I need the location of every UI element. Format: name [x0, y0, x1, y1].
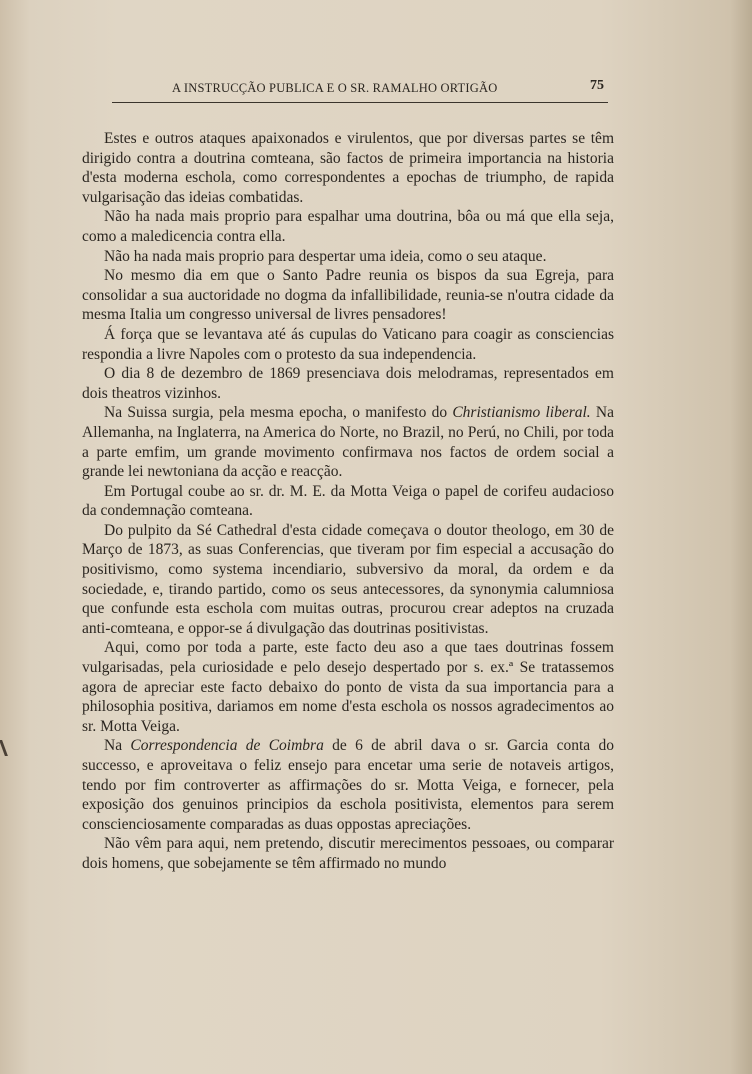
paragraph [82, 403, 614, 481]
italic-title: Correspondencia de Coimbra [130, 737, 324, 755]
paragraph: Não ha nada mais proprio para despertar uma ideia, como o seu ataque. [104, 247, 547, 265]
running-title: A INSTRUCÇÃO PUBLICA E O SR. RAMALHO ORTIGÃO [172, 81, 498, 95]
paragraph: Á força que se levantava até ás cupulas do Vaticano para coagir as consciencias respondia a livre Napoles com o protesto da sua independencia. [82, 325, 614, 363]
running-header [112, 78, 608, 103]
margin-mark [0, 740, 8, 756]
paragraph: Estes e outros ataques apaixonados e virulentos, que por diversas partes se têm dirigido contra a doutrina comteana, são factos de primeira importancia na historia d'esta moderna eschola, como correspondentes a epochas de triumpho, de rapida vulgarisação das ideias combatidas. [82, 130, 614, 206]
paragraph: Do pulpito da Sé Cathedral d'esta cidade começava o doutor theologo, em 30 de Março de 1873, as suas Conferencias, que tiveram por fim especial a accusação do positivismo, como systema incendiario, subversivo da moral, da ordem e da sociedade, e, tirando partido, como os seus antecessores, da synonymia calumniosa que confunde esta eschola com muitas outras, procurou crear adeptos na cruzada anti-comteana, e oppor-se á divulgação das doutrinas positivistas. [82, 521, 614, 637]
paragraph-text: Na [104, 737, 131, 755]
paragraph-text: Na Allemanha, na Inglaterra, na America do Norte, no Brazil, no Perú, no Chili, por toda a parte emfim, um grande movimento confirmava nos factos de ordem social a grande lei newtoniana da acção e reacção. [82, 404, 615, 481]
paragraph: Não ha nada mais proprio para espalhar uma doutrina, bôa ou má que ella seja, como a maledicencia contra ella. [82, 208, 614, 245]
paragraph: Em Portugal coube ao sr. dr. M. E. da Motta Veiga o papel de corifeu audacioso da condemnação comteana. [82, 482, 614, 520]
paragraph-text: Na Suissa surgia, pela mesma epocha, o manifesto do [104, 404, 453, 422]
paragraph [82, 736, 614, 834]
paragraph: Aqui, como por toda a parte, este facto deu aso a que taes doutrinas fossem vulgarisadas, pela curiosidade e pelo desejo despertado por s. ex.ª Se tratassemos agora de apreciar este facto debaixo do ponto de vista da sua importancia para a philosophia positiva, dariamos em nome d'esta eschola os nossos agradecimentos ao sr. Motta Veiga. [82, 639, 614, 735]
paragraph-text: de 6 de abril dava o sr. Garcia conta do successo, e aproveitava o feliz ensejo para encetar uma serie de notaveis artigos, tendo por fim controverter as affirmações do sr. Motta Veiga, e fornecer, pela exposição dos genuinos principios da eschola positivista, elementos para serem conscienciosamente comparadas as duas oppostas apreciações. [82, 737, 614, 833]
paragraph: O dia 8 de dezembro de 1869 presenciava dois melodramas, representados em dois theatros vizinhos. [82, 365, 614, 402]
paragraph: Não vêm para aqui, nem pretendo, discutir merecimentos pessoaes, ou comparar dois homens, que sobejamente se têm affirmado no mundo [82, 835, 614, 872]
body-text [82, 129, 614, 874]
page-number: 75 [590, 78, 604, 93]
paragraph: No mesmo dia em que o Santo Padre reunia os bispos da sua Egreja, para consolidar a sua auctoridade no dogma da infallibilidade, reunia-se n'outra cidade da mesma Italia um congresso universal de livres pensadores! [82, 267, 614, 324]
italic-title: Christianismo liberal. [452, 404, 591, 422]
